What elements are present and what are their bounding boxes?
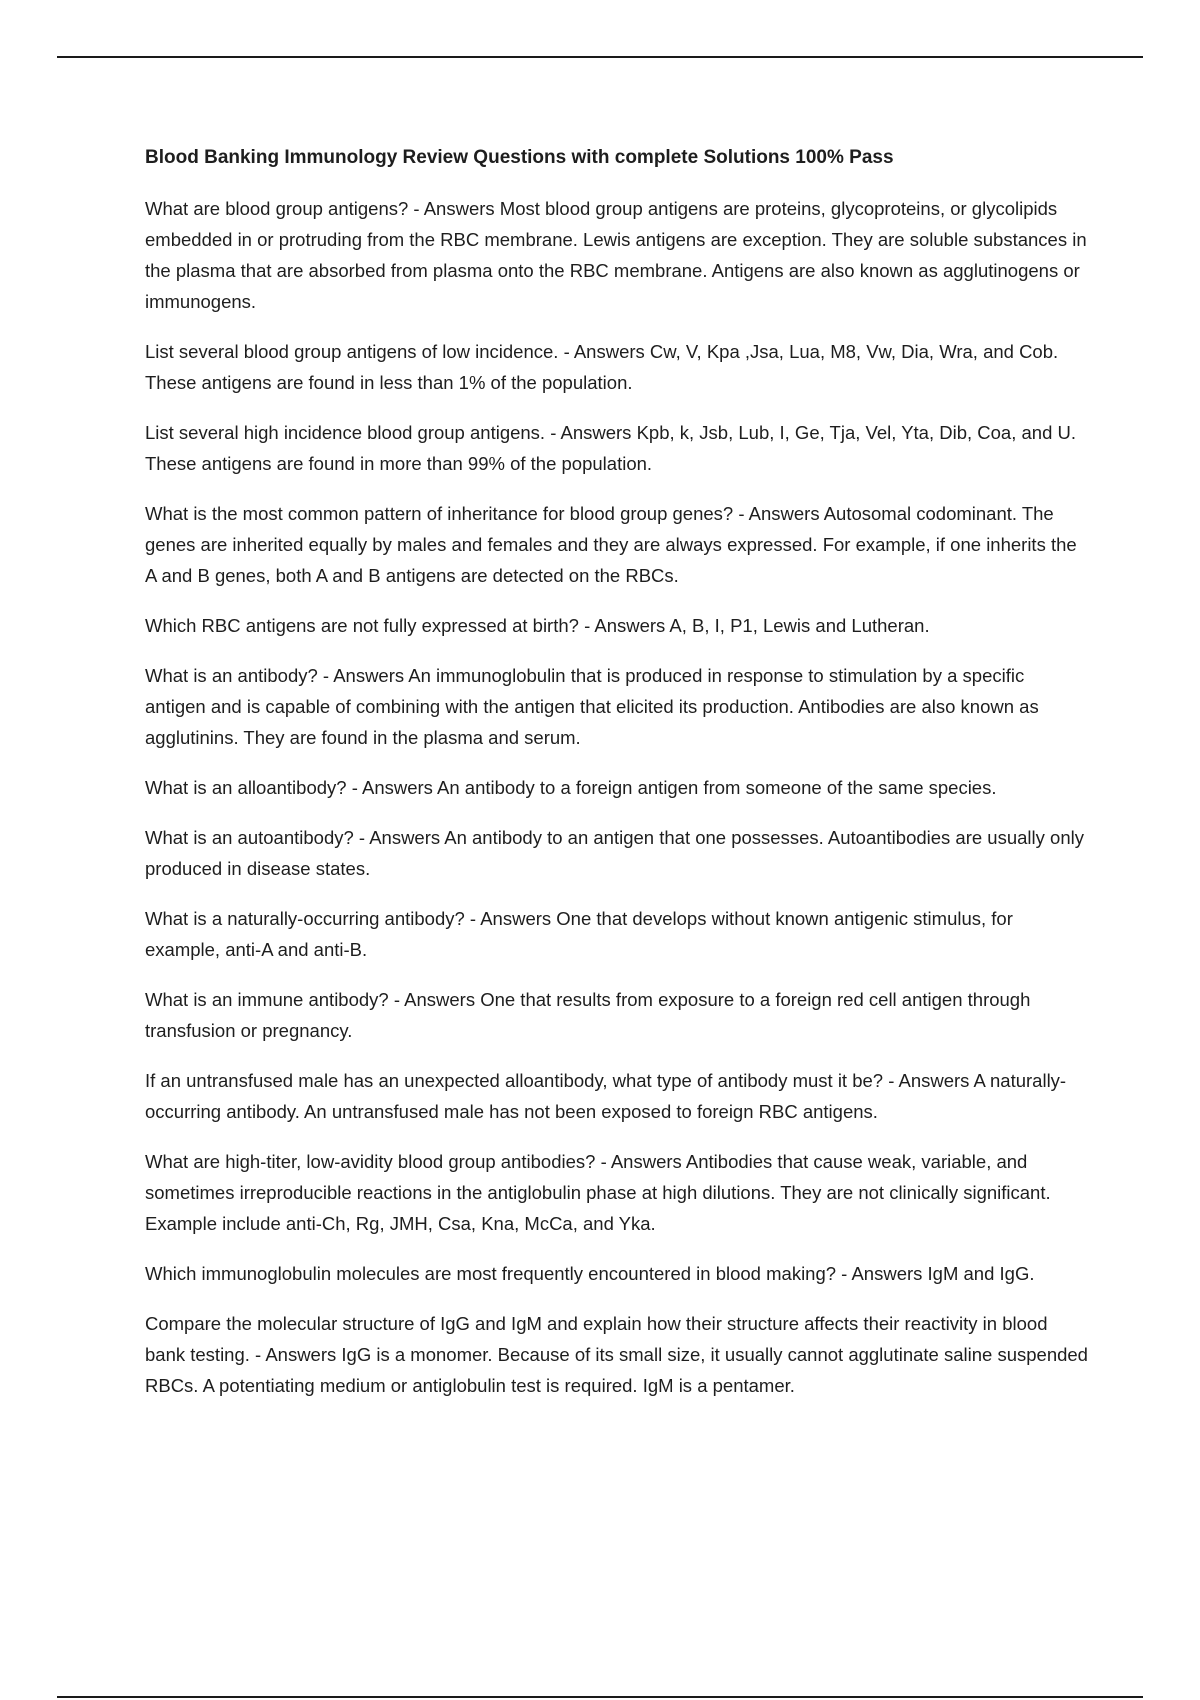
qa-item-12: What are high-titer, low-avidity blood group antibodies? - Answers Antibodies that cause weak, variable, and sometimes irreproducible reactions in the antiglobulin phase at high dilutions. They are not clinically significant. Example include anti-Ch, Rg, JMH, Csa, Kna, McCa, and Yka. <box>145 1151 1051 1234</box>
document-title: Blood Banking Immunology Review Questions with complete Solutions 100% Pass <box>145 147 894 168</box>
qa-item-10: What is an immune antibody? - Answers One that results from exposure to a foreign red cell antigen through transfusion or pregnancy. <box>145 989 1031 1041</box>
qa-item-1: What are blood group antigens? - Answers Most blood group antigens are proteins, glycoproteins, or glycolipids embedded in or protruding from the RBC membrane. Lewis antigens are exception. They are soluble substances in the plasma that are absorbed from plasma onto the RBC membrane. Antigens are also known as agglutinogens or immunogens. <box>145 198 1087 312</box>
qa-item-13: Which immunoglobulin molecules are most frequently encountered in blood making? - Answers IgM and IgG. <box>145 1263 1035 1284</box>
qa-item-11: If an untransfused male has an unexpected alloantibody, what type of antibody must it be? - Answers A naturally-occurring antibody. An untransfused male has not been exposed to foreign RBC antigens. <box>145 1070 1067 1122</box>
qa-item-3: List several high incidence blood group antigens. - Answers Kpb, k, Jsb, Lub, I, Ge, Tja, Vel, Yta, Dib, Coa, and U. These antigens are found in more than 99% of the population. <box>145 422 1077 474</box>
qa-item-8: What is an autoantibody? - Answers An antibody to an antigen that one possesses. Autoantibodies are usually only produced in disease states. <box>145 827 1084 879</box>
qa-item-2: List several blood group antigens of low incidence. - Answers Cw, V, Kpa ,Jsa, Lua, M8, Vw, Dia, Wra, and Cob. These antigens are found in less than 1% of the population. <box>145 341 1059 393</box>
qa-item-5: Which RBC antigens are not fully expressed at birth? - Answers A, B, I, P1, Lewis and Lutheran. <box>145 615 930 636</box>
qa-item-14: Compare the molecular structure of IgG and IgM and explain how their structure affects their reactivity in blood bank testing. - Answers IgG is a monomer. Because of its small size, it usually cannot agglutinate saline suspended RBCs. A potentiating medium or antiglobulin test is required. IgM is a pentamer. <box>145 1313 1088 1396</box>
qa-item-9: What is a naturally-occurring antibody? - Answers One that develops without known antigenic stimulus, for example, anti-A and anti-B. <box>145 908 1013 960</box>
qa-item-7: What is an alloantibody? - Answers An antibody to a foreign antigen from someone of the same species. <box>145 777 997 798</box>
footer-rule <box>57 1696 1143 1698</box>
qa-item-4: What is the most common pattern of inheritance for blood group genes? - Answers Autosomal codominant. The genes are inherited equally by males and females and they are always expressed. For example, if one inherits the A and B genes, both A and B antigens are detected on the RBCs. <box>145 503 1077 586</box>
header-rule <box>57 56 1143 58</box>
document-body <box>145 143 1090 1420</box>
qa-item-6: What is an antibody? - Answers An immunoglobulin that is produced in response to stimulation by a specific antigen and is capable of combining with the antigen that elicited its production. Antibodies are also known as agglutinins. They are found in the plasma and serum. <box>145 665 1039 748</box>
